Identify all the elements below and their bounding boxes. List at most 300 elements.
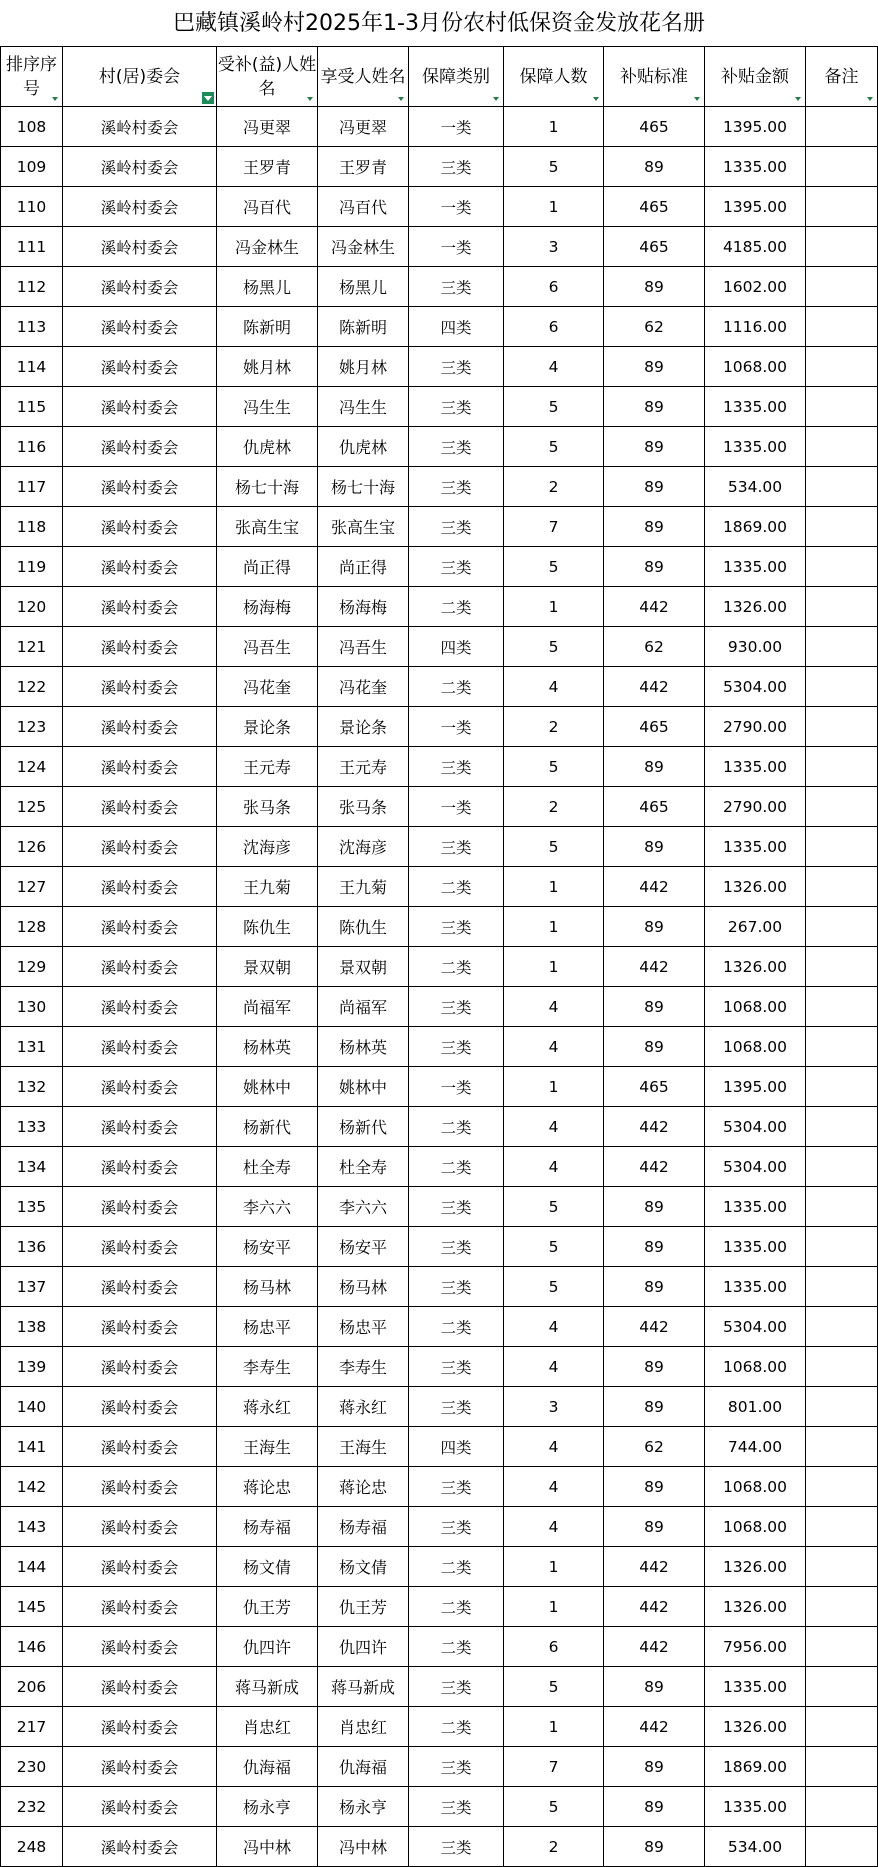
- cell-standard[interactable]: 465: [604, 187, 705, 227]
- cell-seq[interactable]: 140: [1, 1387, 63, 1427]
- cell-amount[interactable]: 1395.00: [705, 107, 806, 147]
- cell-standard[interactable]: 89: [604, 267, 705, 307]
- cell-category[interactable]: 三类: [409, 1827, 504, 1867]
- cell-committee[interactable]: 溪岭村委会: [63, 627, 217, 667]
- cell-standard[interactable]: 89: [604, 1667, 705, 1707]
- cell-seq[interactable]: 131: [1, 1027, 63, 1067]
- cell-recipient[interactable]: 冯花奎: [217, 667, 318, 707]
- cell-standard[interactable]: 89: [604, 1187, 705, 1227]
- cell-seq[interactable]: 132: [1, 1067, 63, 1107]
- cell-remarks[interactable]: [806, 187, 878, 227]
- cell-beneficiary[interactable]: 杨永亨: [318, 1787, 409, 1827]
- cell-amount[interactable]: 534.00: [705, 467, 806, 507]
- cell-committee[interactable]: 溪岭村委会: [63, 1467, 217, 1507]
- cell-amount[interactable]: 1326.00: [705, 947, 806, 987]
- cell-recipient[interactable]: 姚林中: [217, 1067, 318, 1107]
- cell-count[interactable]: 3: [504, 1387, 604, 1427]
- cell-standard[interactable]: 89: [604, 1267, 705, 1307]
- cell-beneficiary[interactable]: 杨七十海: [318, 467, 409, 507]
- cell-seq[interactable]: 112: [1, 267, 63, 307]
- cell-category[interactable]: 三类: [409, 147, 504, 187]
- header-cell-amount[interactable]: 补贴金额: [705, 47, 806, 107]
- cell-standard[interactable]: 89: [604, 1467, 705, 1507]
- cell-amount[interactable]: 1869.00: [705, 1747, 806, 1787]
- cell-committee[interactable]: 溪岭村委会: [63, 547, 217, 587]
- cell-recipient[interactable]: 仇海福: [217, 1747, 318, 1787]
- cell-standard[interactable]: 442: [604, 1107, 705, 1147]
- cell-standard[interactable]: 442: [604, 1627, 705, 1667]
- filter-dropdown-icon[interactable]: [793, 94, 803, 104]
- cell-amount[interactable]: 5304.00: [705, 1107, 806, 1147]
- cell-seq[interactable]: 230: [1, 1747, 63, 1787]
- cell-standard[interactable]: 62: [604, 307, 705, 347]
- cell-count[interactable]: 4: [504, 1427, 604, 1467]
- cell-remarks[interactable]: [806, 907, 878, 947]
- cell-committee[interactable]: 溪岭村委会: [63, 1227, 217, 1267]
- cell-recipient[interactable]: 杨永亨: [217, 1787, 318, 1827]
- cell-seq[interactable]: 109: [1, 147, 63, 187]
- cell-category[interactable]: 三类: [409, 1747, 504, 1787]
- cell-count[interactable]: 6: [504, 1627, 604, 1667]
- cell-remarks[interactable]: [806, 267, 878, 307]
- cell-remarks[interactable]: [806, 307, 878, 347]
- cell-count[interactable]: 1: [504, 587, 604, 627]
- cell-standard[interactable]: 442: [604, 947, 705, 987]
- cell-remarks[interactable]: [806, 1827, 878, 1867]
- cell-seq[interactable]: 145: [1, 1587, 63, 1627]
- cell-category[interactable]: 一类: [409, 227, 504, 267]
- cell-count[interactable]: 1: [504, 867, 604, 907]
- cell-recipient[interactable]: 杨寿福: [217, 1507, 318, 1547]
- cell-amount[interactable]: 1326.00: [705, 587, 806, 627]
- cell-count[interactable]: 4: [504, 347, 604, 387]
- cell-beneficiary[interactable]: 杨海梅: [318, 587, 409, 627]
- cell-committee[interactable]: 溪岭村委会: [63, 347, 217, 387]
- cell-count[interactable]: 5: [504, 1667, 604, 1707]
- cell-standard[interactable]: 89: [604, 987, 705, 1027]
- cell-seq[interactable]: 120: [1, 587, 63, 627]
- cell-amount[interactable]: 1326.00: [705, 1547, 806, 1587]
- cell-recipient[interactable]: 杨马林: [217, 1267, 318, 1307]
- cell-category[interactable]: 二类: [409, 667, 504, 707]
- cell-category[interactable]: 二类: [409, 587, 504, 627]
- cell-recipient[interactable]: 沈海彦: [217, 827, 318, 867]
- cell-seq[interactable]: 128: [1, 907, 63, 947]
- cell-seq[interactable]: 111: [1, 227, 63, 267]
- cell-category[interactable]: 三类: [409, 1027, 504, 1067]
- cell-beneficiary[interactable]: 杨新代: [318, 1107, 409, 1147]
- cell-category[interactable]: 一类: [409, 707, 504, 747]
- cell-committee[interactable]: 溪岭村委会: [63, 787, 217, 827]
- cell-recipient[interactable]: 王九菊: [217, 867, 318, 907]
- cell-recipient[interactable]: 蒋论忠: [217, 1467, 318, 1507]
- cell-amount[interactable]: 1068.00: [705, 1027, 806, 1067]
- cell-count[interactable]: 4: [504, 1507, 604, 1547]
- cell-remarks[interactable]: [806, 547, 878, 587]
- cell-count[interactable]: 1: [504, 1707, 604, 1747]
- cell-beneficiary[interactable]: 冯更翠: [318, 107, 409, 147]
- cell-remarks[interactable]: [806, 507, 878, 547]
- cell-seq[interactable]: 134: [1, 1147, 63, 1187]
- cell-recipient[interactable]: 李六六: [217, 1187, 318, 1227]
- cell-standard[interactable]: 442: [604, 1707, 705, 1747]
- cell-seq[interactable]: 133: [1, 1107, 63, 1147]
- cell-standard[interactable]: 89: [604, 1027, 705, 1067]
- cell-category[interactable]: 二类: [409, 867, 504, 907]
- cell-recipient[interactable]: 蒋永红: [217, 1387, 318, 1427]
- cell-count[interactable]: 6: [504, 307, 604, 347]
- cell-standard[interactable]: 465: [604, 107, 705, 147]
- cell-seq[interactable]: 141: [1, 1427, 63, 1467]
- cell-count[interactable]: 5: [504, 1267, 604, 1307]
- cell-amount[interactable]: 1068.00: [705, 1507, 806, 1547]
- cell-count[interactable]: 1: [504, 947, 604, 987]
- cell-seq[interactable]: 142: [1, 1467, 63, 1507]
- cell-amount[interactable]: 2790.00: [705, 707, 806, 747]
- cell-beneficiary[interactable]: 冯吾生: [318, 627, 409, 667]
- cell-recipient[interactable]: 王海生: [217, 1427, 318, 1467]
- cell-beneficiary[interactable]: 景论条: [318, 707, 409, 747]
- cell-category[interactable]: 二类: [409, 1307, 504, 1347]
- cell-category[interactable]: 四类: [409, 1427, 504, 1467]
- cell-recipient[interactable]: 景论条: [217, 707, 318, 747]
- cell-remarks[interactable]: [806, 427, 878, 467]
- cell-category[interactable]: 二类: [409, 1587, 504, 1627]
- cell-committee[interactable]: 溪岭村委会: [63, 1107, 217, 1147]
- cell-committee[interactable]: 溪岭村委会: [63, 387, 217, 427]
- cell-count[interactable]: 5: [504, 387, 604, 427]
- cell-beneficiary[interactable]: 仇王芳: [318, 1587, 409, 1627]
- cell-recipient[interactable]: 冯吾生: [217, 627, 318, 667]
- cell-remarks[interactable]: [806, 1187, 878, 1227]
- cell-seq[interactable]: 124: [1, 747, 63, 787]
- cell-count[interactable]: 3: [504, 227, 604, 267]
- cell-seq[interactable]: 118: [1, 507, 63, 547]
- cell-standard[interactable]: 442: [604, 1547, 705, 1587]
- cell-committee[interactable]: 溪岭村委会: [63, 107, 217, 147]
- cell-committee[interactable]: 溪岭村委会: [63, 227, 217, 267]
- cell-seq[interactable]: 136: [1, 1227, 63, 1267]
- cell-category[interactable]: 二类: [409, 1547, 504, 1587]
- cell-count[interactable]: 5: [504, 747, 604, 787]
- cell-committee[interactable]: 溪岭村委会: [63, 1147, 217, 1187]
- cell-count[interactable]: 1: [504, 187, 604, 227]
- cell-category[interactable]: 四类: [409, 307, 504, 347]
- cell-committee[interactable]: 溪岭村委会: [63, 1547, 217, 1587]
- cell-amount[interactable]: 1335.00: [705, 1787, 806, 1827]
- cell-recipient[interactable]: 仇四许: [217, 1627, 318, 1667]
- cell-count[interactable]: 2: [504, 467, 604, 507]
- cell-amount[interactable]: 1335.00: [705, 1267, 806, 1307]
- cell-remarks[interactable]: [806, 387, 878, 427]
- cell-remarks[interactable]: [806, 1707, 878, 1747]
- cell-amount[interactable]: 5304.00: [705, 1147, 806, 1187]
- cell-remarks[interactable]: [806, 1627, 878, 1667]
- cell-count[interactable]: 5: [504, 1227, 604, 1267]
- cell-standard[interactable]: 89: [604, 1747, 705, 1787]
- cell-count[interactable]: 5: [504, 547, 604, 587]
- cell-standard[interactable]: 62: [604, 1427, 705, 1467]
- cell-remarks[interactable]: [806, 147, 878, 187]
- cell-beneficiary[interactable]: 蒋永红: [318, 1387, 409, 1427]
- cell-recipient[interactable]: 尚正得: [217, 547, 318, 587]
- cell-count[interactable]: 4: [504, 1107, 604, 1147]
- cell-remarks[interactable]: [806, 1667, 878, 1707]
- cell-category[interactable]: 三类: [409, 747, 504, 787]
- cell-amount[interactable]: 1068.00: [705, 1347, 806, 1387]
- cell-remarks[interactable]: [806, 947, 878, 987]
- cell-committee[interactable]: 溪岭村委会: [63, 987, 217, 1027]
- cell-remarks[interactable]: [806, 1267, 878, 1307]
- cell-category[interactable]: 三类: [409, 507, 504, 547]
- cell-beneficiary[interactable]: 沈海彦: [318, 827, 409, 867]
- cell-remarks[interactable]: [806, 1387, 878, 1427]
- cell-seq[interactable]: 119: [1, 547, 63, 587]
- cell-category[interactable]: 三类: [409, 827, 504, 867]
- cell-category[interactable]: 二类: [409, 1627, 504, 1667]
- cell-seq[interactable]: 217: [1, 1707, 63, 1747]
- cell-remarks[interactable]: [806, 627, 878, 667]
- cell-category[interactable]: 二类: [409, 1107, 504, 1147]
- cell-beneficiary[interactable]: 冯生生: [318, 387, 409, 427]
- cell-count[interactable]: 4: [504, 987, 604, 1027]
- cell-recipient[interactable]: 陈仇生: [217, 907, 318, 947]
- cell-remarks[interactable]: [806, 1307, 878, 1347]
- cell-count[interactable]: 7: [504, 507, 604, 547]
- cell-remarks[interactable]: [806, 1107, 878, 1147]
- header-cell-seq[interactable]: 排序序号: [1, 47, 63, 107]
- cell-standard[interactable]: 442: [604, 1587, 705, 1627]
- cell-count[interactable]: 5: [504, 827, 604, 867]
- cell-count[interactable]: 4: [504, 1147, 604, 1187]
- cell-amount[interactable]: 1395.00: [705, 187, 806, 227]
- cell-seq[interactable]: 108: [1, 107, 63, 147]
- cell-recipient[interactable]: 王罗青: [217, 147, 318, 187]
- cell-beneficiary[interactable]: 王九菊: [318, 867, 409, 907]
- cell-standard[interactable]: 62: [604, 627, 705, 667]
- cell-committee[interactable]: 溪岭村委会: [63, 1387, 217, 1427]
- cell-seq[interactable]: 116: [1, 427, 63, 467]
- cell-amount[interactable]: 1602.00: [705, 267, 806, 307]
- header-cell-remarks[interactable]: 备注: [806, 47, 878, 107]
- cell-category[interactable]: 三类: [409, 1347, 504, 1387]
- cell-amount[interactable]: 1869.00: [705, 507, 806, 547]
- filter-dropdown-icon[interactable]: [491, 94, 501, 104]
- header-cell-category[interactable]: 保障类别: [409, 47, 504, 107]
- cell-count[interactable]: 4: [504, 667, 604, 707]
- cell-committee[interactable]: 溪岭村委会: [63, 1027, 217, 1067]
- cell-category[interactable]: 三类: [409, 1667, 504, 1707]
- cell-seq[interactable]: 122: [1, 667, 63, 707]
- cell-committee[interactable]: 溪岭村委会: [63, 1427, 217, 1467]
- cell-seq[interactable]: 146: [1, 1627, 63, 1667]
- cell-recipient[interactable]: 冯更翠: [217, 107, 318, 147]
- cell-beneficiary[interactable]: 冯百代: [318, 187, 409, 227]
- cell-remarks[interactable]: [806, 1507, 878, 1547]
- cell-standard[interactable]: 442: [604, 867, 705, 907]
- cell-standard[interactable]: 89: [604, 147, 705, 187]
- cell-remarks[interactable]: [806, 107, 878, 147]
- cell-remarks[interactable]: [806, 347, 878, 387]
- cell-count[interactable]: 6: [504, 267, 604, 307]
- cell-beneficiary[interactable]: 冯金林生: [318, 227, 409, 267]
- cell-standard[interactable]: 442: [604, 667, 705, 707]
- cell-count[interactable]: 5: [504, 1787, 604, 1827]
- cell-amount[interactable]: 267.00: [705, 907, 806, 947]
- cell-seq[interactable]: 143: [1, 1507, 63, 1547]
- cell-recipient[interactable]: 杨文倩: [217, 1547, 318, 1587]
- cell-amount[interactable]: 1326.00: [705, 867, 806, 907]
- cell-beneficiary[interactable]: 仇四许: [318, 1627, 409, 1667]
- cell-seq[interactable]: 115: [1, 387, 63, 427]
- cell-count[interactable]: 7: [504, 1747, 604, 1787]
- cell-remarks[interactable]: [806, 1227, 878, 1267]
- cell-count[interactable]: 4: [504, 1467, 604, 1507]
- cell-remarks[interactable]: [806, 667, 878, 707]
- filter-dropdown-icon[interactable]: [692, 94, 702, 104]
- cell-recipient[interactable]: 冯生生: [217, 387, 318, 427]
- cell-amount[interactable]: 1068.00: [705, 1467, 806, 1507]
- cell-beneficiary[interactable]: 王海生: [318, 1427, 409, 1467]
- cell-category[interactable]: 三类: [409, 1467, 504, 1507]
- cell-seq[interactable]: 117: [1, 467, 63, 507]
- cell-recipient[interactable]: 王元寿: [217, 747, 318, 787]
- cell-standard[interactable]: 89: [604, 467, 705, 507]
- cell-committee[interactable]: 溪岭村委会: [63, 1307, 217, 1347]
- cell-beneficiary[interactable]: 尚福军: [318, 987, 409, 1027]
- cell-category[interactable]: 三类: [409, 267, 504, 307]
- cell-beneficiary[interactable]: 杨马林: [318, 1267, 409, 1307]
- cell-beneficiary[interactable]: 王罗青: [318, 147, 409, 187]
- cell-count[interactable]: 2: [504, 707, 604, 747]
- cell-committee[interactable]: 溪岭村委会: [63, 1707, 217, 1747]
- cell-remarks[interactable]: [806, 1147, 878, 1187]
- cell-beneficiary[interactable]: 仇虎林: [318, 427, 409, 467]
- header-cell-standard[interactable]: 补贴标准: [604, 47, 705, 107]
- cell-category[interactable]: 三类: [409, 467, 504, 507]
- cell-remarks[interactable]: [806, 987, 878, 1027]
- cell-amount[interactable]: 1326.00: [705, 1707, 806, 1747]
- cell-committee[interactable]: 溪岭村委会: [63, 1587, 217, 1627]
- cell-beneficiary[interactable]: 王元寿: [318, 747, 409, 787]
- cell-remarks[interactable]: [806, 467, 878, 507]
- cell-amount[interactable]: 1335.00: [705, 427, 806, 467]
- cell-category[interactable]: 一类: [409, 107, 504, 147]
- cell-seq[interactable]: 206: [1, 1667, 63, 1707]
- cell-recipient[interactable]: 冯中林: [217, 1827, 318, 1867]
- cell-amount[interactable]: 801.00: [705, 1387, 806, 1427]
- cell-standard[interactable]: 89: [604, 387, 705, 427]
- cell-recipient[interactable]: 尚福军: [217, 987, 318, 1027]
- cell-committee[interactable]: 溪岭村委会: [63, 1747, 217, 1787]
- cell-standard[interactable]: 89: [604, 907, 705, 947]
- cell-beneficiary[interactable]: 姚月林: [318, 347, 409, 387]
- cell-count[interactable]: 2: [504, 787, 604, 827]
- cell-amount[interactable]: 1068.00: [705, 987, 806, 1027]
- cell-standard[interactable]: 89: [604, 427, 705, 467]
- cell-count[interactable]: 5: [504, 1187, 604, 1227]
- cell-beneficiary[interactable]: 杜全寿: [318, 1147, 409, 1187]
- cell-count[interactable]: 5: [504, 147, 604, 187]
- cell-category[interactable]: 二类: [409, 1707, 504, 1747]
- cell-remarks[interactable]: [806, 787, 878, 827]
- cell-amount[interactable]: 744.00: [705, 1427, 806, 1467]
- cell-seq[interactable]: 110: [1, 187, 63, 227]
- cell-category[interactable]: 三类: [409, 347, 504, 387]
- cell-recipient[interactable]: 张高生宝: [217, 507, 318, 547]
- cell-seq[interactable]: 121: [1, 627, 63, 667]
- cell-category[interactable]: 一类: [409, 787, 504, 827]
- cell-remarks[interactable]: [806, 747, 878, 787]
- cell-recipient[interactable]: 杨七十海: [217, 467, 318, 507]
- cell-category[interactable]: 四类: [409, 627, 504, 667]
- header-cell-beneficiary[interactable]: 享受人姓名: [318, 47, 409, 107]
- cell-count[interactable]: 4: [504, 1347, 604, 1387]
- cell-category[interactable]: 二类: [409, 1147, 504, 1187]
- cell-standard[interactable]: 89: [604, 507, 705, 547]
- cell-beneficiary[interactable]: 李寿生: [318, 1347, 409, 1387]
- cell-category[interactable]: 一类: [409, 187, 504, 227]
- cell-remarks[interactable]: [806, 1427, 878, 1467]
- cell-seq[interactable]: 232: [1, 1787, 63, 1827]
- cell-remarks[interactable]: [806, 1747, 878, 1787]
- cell-amount[interactable]: 5304.00: [705, 667, 806, 707]
- cell-committee[interactable]: 溪岭村委会: [63, 867, 217, 907]
- cell-committee[interactable]: 溪岭村委会: [63, 667, 217, 707]
- cell-remarks[interactable]: [806, 1787, 878, 1827]
- cell-amount[interactable]: 7956.00: [705, 1627, 806, 1667]
- cell-beneficiary[interactable]: 景双朝: [318, 947, 409, 987]
- cell-standard[interactable]: 465: [604, 227, 705, 267]
- cell-recipient[interactable]: 杨林英: [217, 1027, 318, 1067]
- cell-beneficiary[interactable]: 冯中林: [318, 1827, 409, 1867]
- cell-beneficiary[interactable]: 杨文倩: [318, 1547, 409, 1587]
- filter-dropdown-icon[interactable]: [865, 94, 875, 104]
- cell-amount[interactable]: 1335.00: [705, 747, 806, 787]
- cell-committee[interactable]: 溪岭村委会: [63, 747, 217, 787]
- cell-beneficiary[interactable]: 蒋马新成: [318, 1667, 409, 1707]
- cell-standard[interactable]: 442: [604, 587, 705, 627]
- cell-recipient[interactable]: 陈新明: [217, 307, 318, 347]
- cell-recipient[interactable]: 仇王芳: [217, 1587, 318, 1627]
- cell-committee[interactable]: 溪岭村委会: [63, 1787, 217, 1827]
- cell-committee[interactable]: 溪岭村委会: [63, 427, 217, 467]
- cell-committee[interactable]: 溪岭村委会: [63, 1067, 217, 1107]
- cell-amount[interactable]: 2790.00: [705, 787, 806, 827]
- filter-dropdown-icon[interactable]: [50, 94, 60, 104]
- cell-count[interactable]: 1: [504, 1587, 604, 1627]
- cell-remarks[interactable]: [806, 1027, 878, 1067]
- cell-recipient[interactable]: 杨安平: [217, 1227, 318, 1267]
- cell-category[interactable]: 三类: [409, 1187, 504, 1227]
- cell-remarks[interactable]: [806, 707, 878, 747]
- cell-recipient[interactable]: 杨海梅: [217, 587, 318, 627]
- cell-recipient[interactable]: 蒋马新成: [217, 1667, 318, 1707]
- cell-remarks[interactable]: [806, 587, 878, 627]
- cell-amount[interactable]: 1335.00: [705, 1227, 806, 1267]
- cell-category[interactable]: 三类: [409, 1387, 504, 1427]
- cell-amount[interactable]: 1335.00: [705, 1187, 806, 1227]
- cell-category[interactable]: 二类: [409, 947, 504, 987]
- cell-remarks[interactable]: [806, 1547, 878, 1587]
- cell-recipient[interactable]: 杨忠平: [217, 1307, 318, 1347]
- cell-committee[interactable]: 溪岭村委会: [63, 147, 217, 187]
- cell-count[interactable]: 5: [504, 427, 604, 467]
- cell-recipient[interactable]: 肖忠红: [217, 1707, 318, 1747]
- cell-standard[interactable]: 89: [604, 547, 705, 587]
- cell-remarks[interactable]: [806, 227, 878, 267]
- cell-committee[interactable]: 溪岭村委会: [63, 267, 217, 307]
